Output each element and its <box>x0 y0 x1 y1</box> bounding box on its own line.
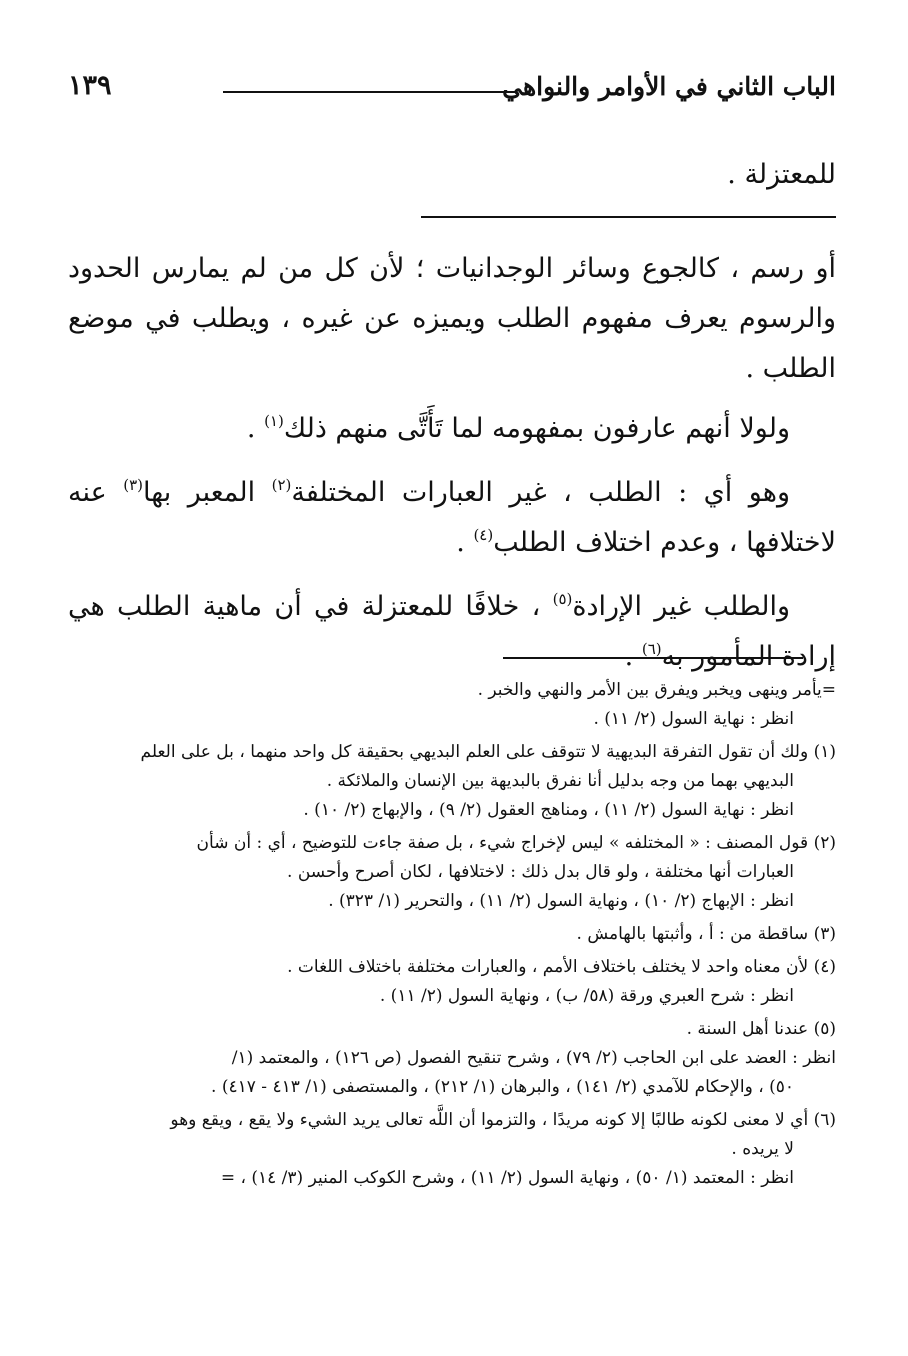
running-header <box>68 72 836 112</box>
paragraph-2-text: ولولا أنهم عارفون بمفهومه لما تَأَتَّى منهم ذلك <box>283 413 790 444</box>
paragraph-3-end: . <box>456 527 474 558</box>
text-line: للمعتزلة . <box>727 159 836 190</box>
footnote-ref-1: (١) <box>264 412 284 430</box>
paragraph-4-b: ، خلافًا للمعتزلة في أن ماهية الطلب هي إرادة المأمور به <box>68 591 836 672</box>
footnote-5: (٥) عندنا أهل السنة . <box>686 1019 836 1039</box>
paragraph-3-a: وهو أي : الطلب ، غير العبارات المختلفة <box>291 477 791 508</box>
paragraph-2-end: . <box>246 413 265 444</box>
header-rule <box>223 91 516 93</box>
footnote-1-refs: انظر : نهاية السول (٢/ ١١) ، ومناهج العقول (٢/ ٩) ، والإبهاج (٢/ ١٠) . <box>303 800 794 820</box>
footnote-rule <box>503 657 803 659</box>
section-rule <box>421 216 836 218</box>
paragraph-3-c: عنه لاختلافها ، وعدم اختلاف الطلب <box>68 477 836 558</box>
footnote-6-line-2: لا يريده . <box>731 1139 794 1159</box>
paragraph-4-a: والطلب غير الإرادة <box>572 591 791 622</box>
main-text <box>68 150 836 682</box>
footnote-ref-3: (٣) <box>123 476 144 494</box>
paragraph-3-b: المعبر بها <box>143 477 272 508</box>
footnote-ref-6: (٦) <box>641 640 662 658</box>
paragraph-3 <box>68 468 836 568</box>
footnote-ref-4: (٤) <box>473 526 494 544</box>
footnote-2-line-2: العبارات أنها مختلفة ، ولو قال بدل ذلك : لاختلافها ، لكان أصرح وأحسن . <box>287 862 794 882</box>
footnote-continuation-ref: انظر : نهاية السول (٢/ ١١) . <box>593 709 794 729</box>
footnote-6: (٦) أي لا معنى لكونه طالبًا إلا كونه مريدًا ، والتزموا أن اللَّه تعالى يريد الشيء ولا يقع ، ويقع وهو <box>170 1110 836 1130</box>
paragraph-2 <box>68 404 836 454</box>
paragraph-4 <box>68 582 836 682</box>
footnotes <box>68 676 836 1193</box>
footnote-2: (٢) قول المصنف : « المختلفه » ليس لإخراج شيء ، بل صفة جاءت للتوضيح ، أي : أن شأن <box>196 833 836 853</box>
page-number: ١٣٩ <box>68 70 112 101</box>
footnote-6-refs: انظر : المعتمد (١/ ٥٠) ، ونهاية السول (٢/ ١١) ، وشرح الكوكب المنير (٣/ ١٤) ، = <box>220 1168 794 1188</box>
footnote-1-line-2: البديهي بهما من وجه بدليل أنا نفرق بالبديهة بين الإنسان والملائكة . <box>326 771 794 791</box>
footnote-3: (٣) ساقطة من : أ ، وأثبتها بالهامش . <box>576 924 836 944</box>
paragraph-4-end: . <box>624 641 642 672</box>
footnote-4-refs: انظر : شرح العبري ورقة (٥٨/ ب) ، ونهاية السول (٢/ ١١) . <box>379 986 794 1006</box>
footnote-ref-5: (٥) <box>552 590 573 608</box>
chapter-title: الباب الثاني في الأوامر والنواهي <box>502 72 836 101</box>
footnote-1: (١) ولك أن تقول التفرقة البديهية لا تتوقف على العلم البديهي بحقيقة كل واحد منهما ، بل على العلم <box>140 742 836 762</box>
footnote-continuation: =يأمر وينهى ويخبر ويفرق بين الأمر والنهي والخبر . <box>477 680 836 700</box>
footnote-2-refs: انظر : الإبهاج (٢/ ١٠) ، ونهاية السول (٢/ ١١) ، والتحرير (١/ ٣٢٣) . <box>328 891 794 911</box>
footnote-4: (٤) لأن معناه واحد لا يختلف باختلاف الأمم ، والعبارات مختلفة باختلاف اللغات . <box>287 957 836 977</box>
footnote-ref-2: (٢) <box>271 476 292 494</box>
paragraph-1: أو رسم ، كالجوع وسائر الوجدانيات ؛ لأن كل من لم يمارس الحدود والرسوم يعرف مفهوم الطلب ويميزه عن غيره ، ويطلب في موضع الطلب . <box>68 253 836 384</box>
footnote-5-refs: انظر : العضد على ابن الحاجب (٢/ ٧٩) ، وشرح تنقيح الفصول (ص ١٢٦) ، والمعتمد (١/ <box>231 1048 836 1068</box>
footnote-5-refs-2: ٥٠) ، والإحكام للآمدي (٢/ ١٤١) ، والبرهان (١/ ٢١٢) ، والمستصفى (١/ ٤١٣ - ٤١٧) . <box>211 1077 794 1097</box>
